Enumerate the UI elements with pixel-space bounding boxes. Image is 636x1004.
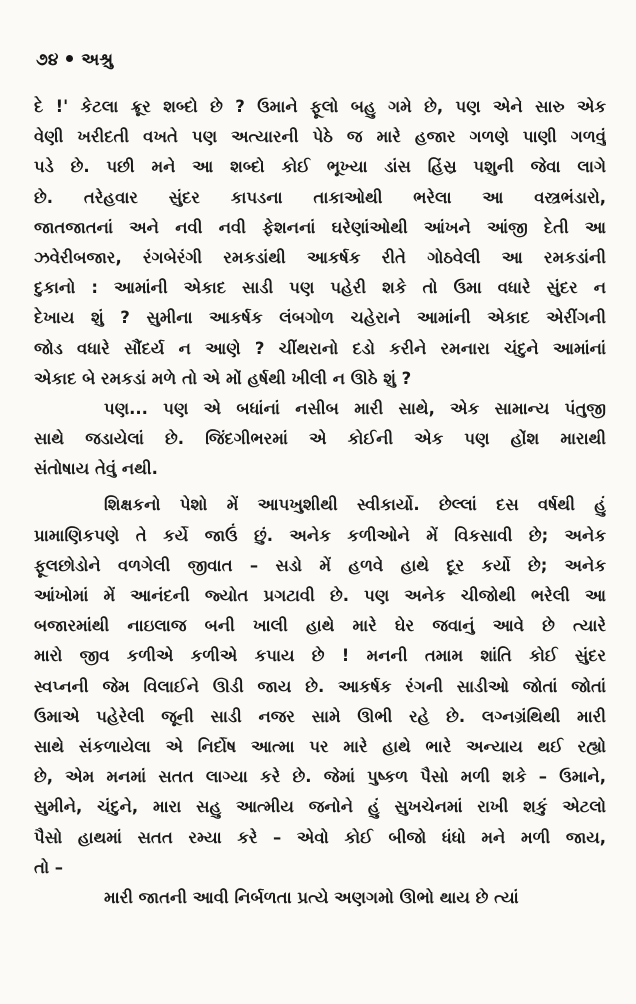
text-line: મારો જીવ કળીએ કળીએ કપાય છે ! મનની તમામ શાંતિ કોઈ સુંદર <box>34 646 606 666</box>
body-text <box>34 92 606 913</box>
running-head <box>36 50 113 70</box>
text-line: પૈસો હાથમાં સતત રમ્યા કરે – એવો કોઈ બીજો ધંધો મને મળી જાય, <box>34 827 606 847</box>
book-title: અશ્રુ <box>81 50 114 70</box>
text-line: શિક્ષકનો પેશો મેં આપખુશીથી સ્વીકાર્યો. છેલ્લાં દસ વર્ષથી હું <box>104 495 606 515</box>
text-line: પ્રામાણિકપણે તે કર્યે જાઉં છું. અનેક કળીઓને મેં વિકસાવી છે; અનેક <box>34 525 606 545</box>
paragraph-3 <box>34 490 606 882</box>
text-line: વેણી ખરીદતી વખતે પણ અત્યારની પેઠે જ મારે હજાર ગળણે પાણી ગળવું <box>34 127 606 147</box>
text-line: પણ... પણ એ બધાંનાં નસીબ મારી સાથે, એક સામાન્ય પંતુજી <box>104 398 606 418</box>
paragraph-2 <box>34 394 606 485</box>
text-line: સ્વપ્નની જેમ વિલાઈને ઊડી જાય છે. આકર્ષક રંગની સાડીઓ જોતાં જોતાં <box>34 676 606 696</box>
text-line: સાથે સંકળાયેલા એ નિર્દોષ આત્મા પર મારે હાથે ભારે અન્યાય થઈ રહ્યો <box>34 736 606 756</box>
bullet-separator <box>66 55 73 62</box>
text-line: છે. તરેહવાર સુંદર કાપડના તાકાઓથી ભરેલા આ વસ્ત્રભંડારો, <box>34 187 606 207</box>
text-line: એકાદ બે રમકડાં મળે તો એ મોં હર્ષથી ખીલી ન ઊઠે શું ? <box>34 368 412 388</box>
text-line: જોડ વધારે સૌંદર્ય ન આણે ? ચીંથરાનો દડો કરીને રમનારા ચંદુને આમાંનાં <box>34 338 606 358</box>
text-line: છે, એમ મનમાં સતત લાગ્યા કરે છે. જેમાં પુષ્કળ પૈસો મળી શકે – ઉમાને, <box>34 767 606 787</box>
text-line: તો – <box>34 857 64 877</box>
page-number: ૭૪ <box>36 50 59 70</box>
text-line: સંતોષાય તેવું નથી. <box>34 459 158 479</box>
text-line: સાથે જડાયેલાં છે. જિંદગીભરમાં એ કોઈની એક પણ હોંશ મારાથી <box>34 429 606 449</box>
paragraph-1 <box>34 92 606 394</box>
text-line: મારી જાતની આવી નિર્બળતા પ્રત્યે અણગમો ઊભો થાય છે ત્યાં <box>104 887 519 907</box>
text-line: ફૂલછોડોને વળગેલી જીવાત – સડો મેં હળવે હાથે દૂર કર્યો છે; અનેક <box>34 555 606 575</box>
paragraph-4 <box>34 883 606 913</box>
text-line: જાતજાતનાં અને નવી નવી ફેશનનાં ઘરેણાંઓથી આંખને આંજી દેતી આ <box>34 217 606 237</box>
text-line: આંખોમાં મેં આનંદની જ્યોત પ્રગટાવી છે. પણ અનેક ચીજોથી ભરેલી આ <box>34 586 606 605</box>
text-line: ઝવેરીબજાર, રંગબેરંગી રમકડાંથી આકર્ષક રીતે ગોઠવેલી આ રમકડાંની <box>34 247 606 267</box>
text-line: બજારમાંથી નાઇલાજ બની ખાલી હાથે મારે ઘેર જવાનું આવે છે ત્યારે <box>34 616 606 636</box>
text-line: સુમીને, ચંદુને, મારા સહુ આત્મીય જનોને હું સુખચેનમાં રાખી શકું એટલો <box>34 797 606 817</box>
text-line: દે !' કેટલા ક્રૂર શબ્દો છે ? ઉમાને ફૂલો બહુ ગમે છે, પણ એને સારુ એક <box>34 97 606 116</box>
text-line: ઉમાએ પહેરેલી જૂની સાડી નજર સામે ઊભી રહે છે. લગ્નગ્રંથિથી મારી <box>34 706 606 726</box>
text-line: પડે છે. પછી મને આ શબ્દો કોઈ ભૂખ્યા ડાંસ હિંસ્ર પશુની જેવા લાગે <box>34 157 606 177</box>
text-line: દુકાનો : આમાંની એકાદ સાડી પણ પહેરી શકે તો ઉમા વધારે સુંદર ન <box>34 278 606 298</box>
text-line: દેખાય શું ? સુમીના આકર્ષક લંબગોળ ચહેરાને આમાંની એકાદ એરીંગની <box>34 308 606 328</box>
